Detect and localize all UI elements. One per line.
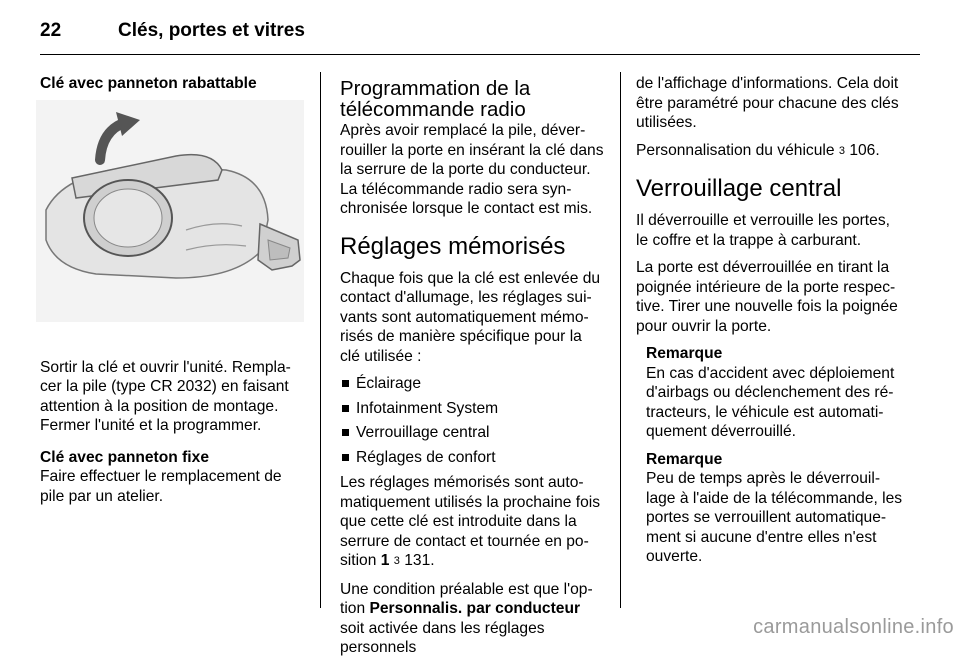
section-heading-folding-key: Clé avec panneton rabattable: [40, 75, 257, 92]
paragraph-precondition: Une condition préalable est que l'op-tion Personnalis. par conducteur soit activée dans les réglages personnels: [340, 580, 593, 656]
note-title: Remarque: [646, 345, 723, 362]
page-reference-link[interactable]: 106.: [849, 141, 880, 159]
page-reference-arrow-icon: 3: [838, 144, 845, 157]
note-auto-relock: [646, 450, 906, 567]
paragraph-replace-battery: Sortir la clé et ouvrir l'unité. Rempla-cer la pile (type CR 2032) en faisant attention à la position de montage. Fermer l'unité et la programmer.: [40, 358, 291, 434]
header-rule: [40, 54, 920, 55]
section-heading-fixed-key: Clé avec panneton fixe: [40, 448, 209, 466]
page-reference-arrow-icon: 3: [393, 555, 400, 567]
paragraph-radio-programming: Après avoir remplacé la pile, déver-rouiller la porte en insérant la clé dans la serrure de la porte du conducteur. La télécommande radio sera syn-chronisée lorsque le contact est mis.: [340, 122, 604, 217]
paragraph-central-locking: Il déverrouille et verrouille les portes, le coffre et la trappe à carburant.: [636, 212, 890, 249]
paragraph-door-unlock: La porte est déverrouillée en tirant la poignée intérieure de la porte respec-tive. Tirer une nouvelle fois la poignée pour ouvrir la porte.: [636, 259, 898, 335]
paragraph-vehicle-personalisation: Personnalisation du véhicule 3 106.: [636, 141, 880, 159]
paragraph-memory-use: Les réglages mémorisés sont auto-matiquement utilisés la prochaine fois que cette clé est introduite dans la serrure de contact et tournée en po-sition 1 3 131.: [340, 474, 601, 569]
list-item: Infotainment System: [340, 399, 606, 419]
bullet-square-icon: [342, 429, 349, 436]
page-reference-link[interactable]: 131.: [404, 552, 435, 569]
bullet-square-icon: [342, 380, 349, 387]
page-title: Clés, portes et vitres: [118, 20, 305, 41]
column-divider-left: [320, 72, 321, 608]
memory-settings-list: [340, 374, 606, 467]
list-item: Verrouillage central: [340, 423, 606, 443]
section-heading-central-locking: Verrouillage central: [636, 175, 842, 202]
column-3: [636, 74, 906, 575]
list-item: Éclairage: [340, 374, 606, 394]
note-title: Remarque: [646, 450, 723, 468]
section-heading-memory-settings: Réglages mémorisés: [340, 232, 566, 260]
note-text: En cas d'accident avec déploiement d'airbags ou déclenchement des ré-tracteurs, le véhicule est automati-quement déverrouillé.: [646, 364, 895, 440]
page-number: 22: [40, 20, 62, 41]
bullet-square-icon: [342, 405, 349, 412]
note-text: Peu de temps après le déverrouil-lage à l'aide de la télécommande, les portes se verrouillent automatique-ment si aucune d'entre elles n'est ouverte.: [646, 470, 903, 565]
watermark: carmanualsonline.info: [753, 616, 954, 638]
paragraph-workshop: Faire effectuer le remplacement de pile par un atelier.: [40, 468, 282, 505]
paragraph-info-display: de l'affichage d'informations. Cela doit être paramétré pour chacune des clés utilisées.: [636, 75, 899, 131]
note-airbag: [646, 344, 906, 442]
list-item: Réglages de confort: [340, 448, 606, 468]
column-2: [340, 74, 606, 666]
paragraph-memory-settings: Chaque fois que la clé est enlevée du contact d'allumage, les réglages sui-vants sont automatiquement mémo-risés de manière spécifique pour la clé utilisée :: [340, 269, 601, 365]
key-battery-illustration: [36, 100, 304, 322]
section-heading-radio-programming: Programmation de la télécommande radio: [340, 77, 531, 121]
bullet-square-icon: [342, 454, 349, 461]
column-divider-right: [620, 72, 621, 608]
page-header: [40, 12, 920, 52]
